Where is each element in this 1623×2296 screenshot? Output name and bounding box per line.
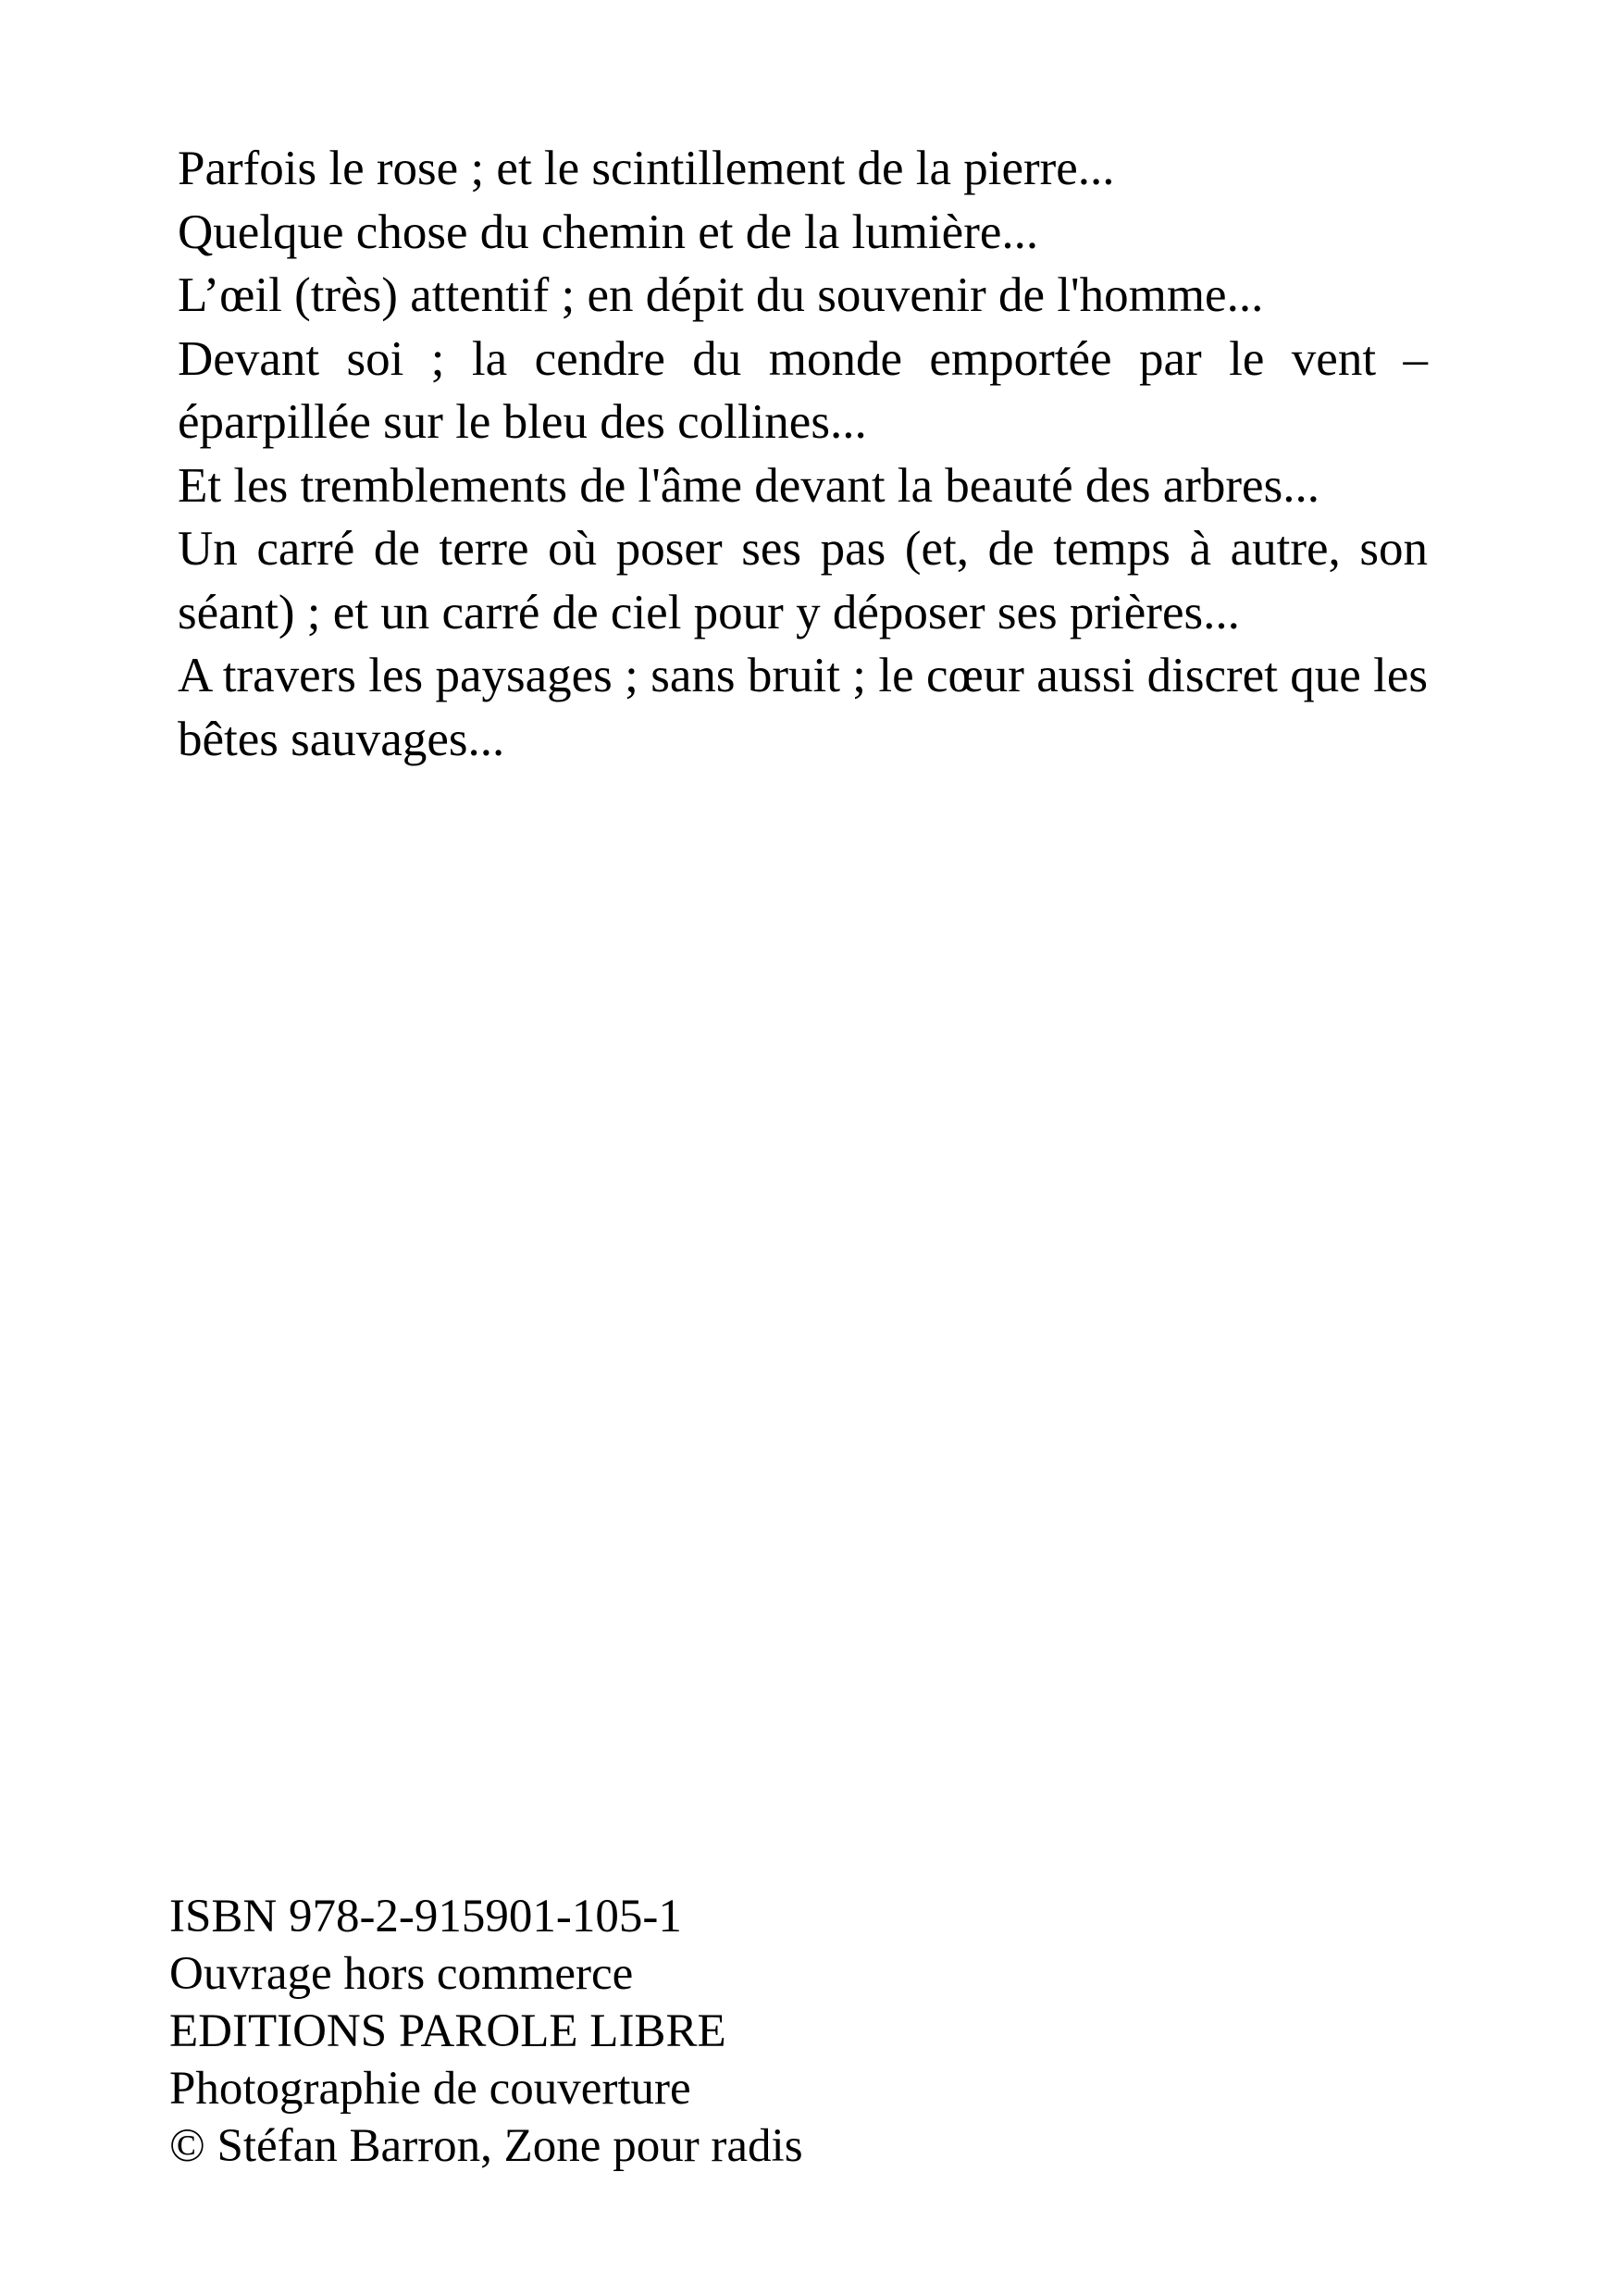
- poem-line: Devant soi ; la cendre du monde emportée par le vent – éparpillée sur le bleu des collines...: [178, 331, 1428, 449]
- photo-credit-label: Photographie de couverture: [169, 2063, 691, 2115]
- distribution-notice: Ouvrage hors commerce: [169, 1948, 634, 2000]
- poem-line: L’œil (très) attentif ; en dépit du souvenir de l'homme...: [178, 268, 1264, 322]
- isbn: ISBN 978-2-915901-105-1: [169, 1891, 682, 1942]
- publisher-name: EDITIONS PAROLE LIBRE: [169, 2005, 726, 2057]
- poem-line: Et les tremblements de l'âme devant la beauté des arbres...: [178, 458, 1319, 513]
- poem-line: Un carré de terre où poser ses pas (et, de temps à autre, son séant) ; et un carré de ciel pour y déposer ses prières...: [178, 522, 1428, 639]
- photo-credit: © Stéfan Barron, Zone pour radis: [169, 2120, 803, 2172]
- colophon: [169, 1888, 1002, 2175]
- poem-line: Quelque chose du chemin et de la lumière...: [178, 205, 1039, 259]
- poem-text: [178, 137, 1428, 771]
- poem-line: A travers les paysages ; sans bruit ; le cœur aussi discret que les bêtes sauvages...: [178, 649, 1428, 766]
- poem-line: Parfois le rose ; et le scintillement de la pierre...: [178, 142, 1115, 195]
